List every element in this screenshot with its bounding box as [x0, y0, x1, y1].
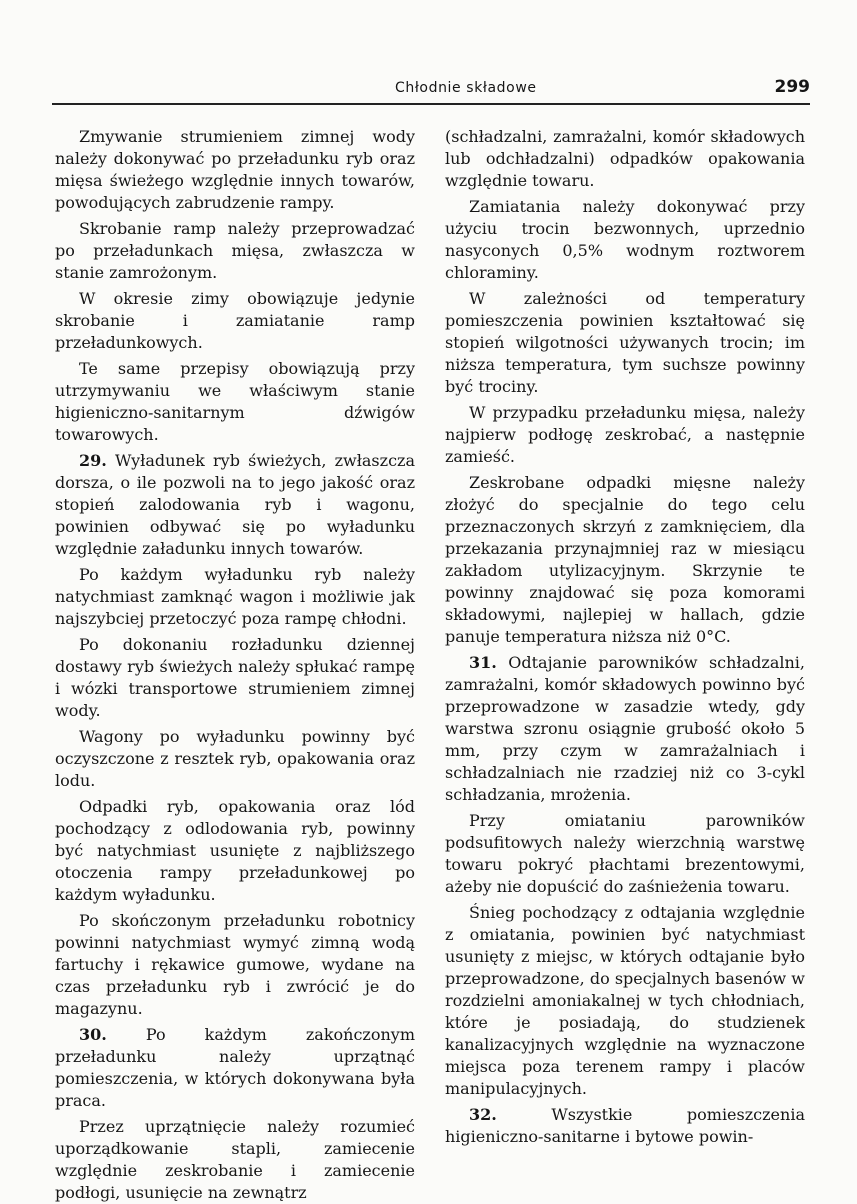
paragraph-text: Po dokonaniu rozładunku dziennej dostawy ryb świeżych należy spłukać rampę i wózki transportowe strumieniem zimnej wody.: [55, 635, 415, 720]
paragraph: [445, 402, 805, 468]
paragraph-text: Wagony po wyładunku powinny być oczyszczone z resztek ryb, opakowania oraz lodu.: [55, 727, 415, 790]
paragraph: [55, 564, 415, 630]
paragraph: [55, 288, 415, 354]
paragraph-text: Wszystkie pomieszczenia higieniczno-sanitarne i bytowe powin-: [445, 1105, 805, 1146]
paragraph-text: Śnieg pochodzący z odtajania względnie z omiatania, powinien być natychmiast usunięty z miejsc, w których odtajanie było przeprowadzone, do specjalnych basenów w rozdzielni amoniakalnej w tych chłodniach, które je posiadają, do studzienek kanalizacyjnych względnie na wyznaczone miejsca poza terenem rampy i placów manipulacyjnych.: [445, 903, 805, 1098]
page-number: 299: [774, 77, 810, 97]
paragraph-text: Zamiatania należy dokonywać przy użyciu trocin bezwonnych, uprzednio nasyconych 0,5% wodnym roztworem chloraminy.: [445, 197, 805, 282]
paragraph: [445, 652, 805, 806]
paragraph: [55, 634, 415, 722]
paragraph: [55, 910, 415, 1020]
paragraph: [445, 196, 805, 284]
header-rule: [52, 103, 810, 105]
paragraph-text: Odtajanie parowników schładzalni, zamrażalni, komór składowych powinno być przeprowadzone w zasadzie wtedy, gdy warstwa szronu osiągnie grubość około 5 mm, przy czym w zamrażalniach i schładzalniach nie rzadziej niż co 3-cykl schładzania, mrożenia.: [445, 653, 805, 804]
paragraph: [445, 810, 805, 898]
paragraph: [55, 796, 415, 906]
paragraph-text: Zeskrobane odpadki mięsne należy złożyć do specjalnie do tego celu przeznaczonych skrzyń z zamknięciem, dla przekazania przynajmniej raz w miesiącu zakładom utylizacyjnym. Skrzynie te powinny znajdować się poza komorami składowymi, najlepiej w hallach, gdzie panuje temperatura niższa niż 0°C.: [445, 473, 805, 646]
paragraph-text: Te same przepisy obowiązują przy utrzymywaniu we właściwym stanie higieniczno-sanitarnym dźwigów towarowych.: [55, 359, 415, 444]
paragraph-text: Odpadki ryb, opakowania oraz lód pochodzący z odlodowania ryb, powinny być natychmiast usunięte z najbliższego otoczenia rampy przeładunkowej po każdym wyładunku.: [55, 797, 415, 904]
paragraph: [55, 126, 415, 214]
paragraph: [445, 472, 805, 648]
paragraph-text: Po skończonym przeładunku robotnicy powinni natychmiast wymyć zimną wodą fartuchy i rękawice gumowe, wydane na czas przeładunku ryb i zwrócić je do magazynu.: [55, 911, 415, 1018]
section-number: 31.: [469, 653, 497, 672]
paragraph-text: Zmywanie strumieniem zimnej wody należy dokonywać po przeładunku ryb oraz mięsa świeżego względnie innych towarów, powodujących zabrudzenie rampy.: [55, 127, 415, 212]
paragraph: [445, 902, 805, 1100]
paragraph: [55, 1116, 415, 1204]
paragraph-text: Po każdym wyładunku ryb należy natychmiast zamknąć wagon i możliwie jak najszybciej przetoczyć poza rampę chłodni.: [55, 565, 415, 628]
section-number: 30.: [79, 1025, 107, 1044]
paragraph-text: Wyładunek ryb świeżych, zwłaszcza dorsza, o ile pozwoli na to jego jakość oraz stopień zalodowania ryb i wagonu, powinien odbywać się po wyładunku względnie załadunku innych towarów.: [55, 451, 415, 558]
paragraph-text: W zależności od temperatury pomieszczenia powinien kształtować się stopień wilgotności używanych trocin; im niższa temperatura, tym suchsze powinny być trociny.: [445, 289, 805, 396]
paragraph-text: W przypadku przeładunku mięsa, należy najpierw podłogę zeskrobać, a następnie zamieść.: [445, 403, 805, 466]
page-header: [52, 76, 812, 106]
paragraph-text: Przy omiataniu parowników podsufitowych należy wierzchnią warstwę towaru pokryć płachtami brezentowymi, ażeby nie dopuścić do zaśnieżenia towaru.: [445, 811, 805, 896]
paragraph: [445, 288, 805, 398]
left-column: [55, 126, 415, 1204]
paragraph: [55, 1024, 415, 1112]
paragraph: [445, 1104, 805, 1148]
paragraph-text: (schładzalni, zamrażalni, komór składowych lub odchładzalni) odpadków opakowania względnie towaru.: [445, 127, 805, 190]
section-number: 29.: [79, 451, 107, 470]
paragraph-text: Skrobanie ramp należy przeprowadzać po przeładunkach mięsa, zwłaszcza w stanie zamrożonym.: [55, 219, 415, 282]
running-head: Chłodnie składowe: [395, 80, 537, 96]
section-number: 32.: [469, 1105, 497, 1124]
paragraph: [445, 126, 805, 192]
paragraph: [55, 218, 415, 284]
paragraph: [55, 358, 415, 446]
paragraph: [55, 726, 415, 792]
paragraph: [55, 450, 415, 560]
paragraph-text: Po każdym zakończonym przeładunku należy uprzątnąć pomieszczenia, w których dokonywana była praca.: [55, 1025, 415, 1110]
right-column: [445, 126, 805, 1148]
paragraph-text: W okresie zimy obowiązuje jedynie skrobanie i zamiatanie ramp przeładunkowych.: [55, 289, 415, 352]
paragraph-text: Przez uprzątnięcie należy rozumieć uporządkowanie stapli, zamiecenie względnie zeskrobanie i zamiecenie podłogi, usunięcie na zewnątrz: [55, 1117, 415, 1202]
